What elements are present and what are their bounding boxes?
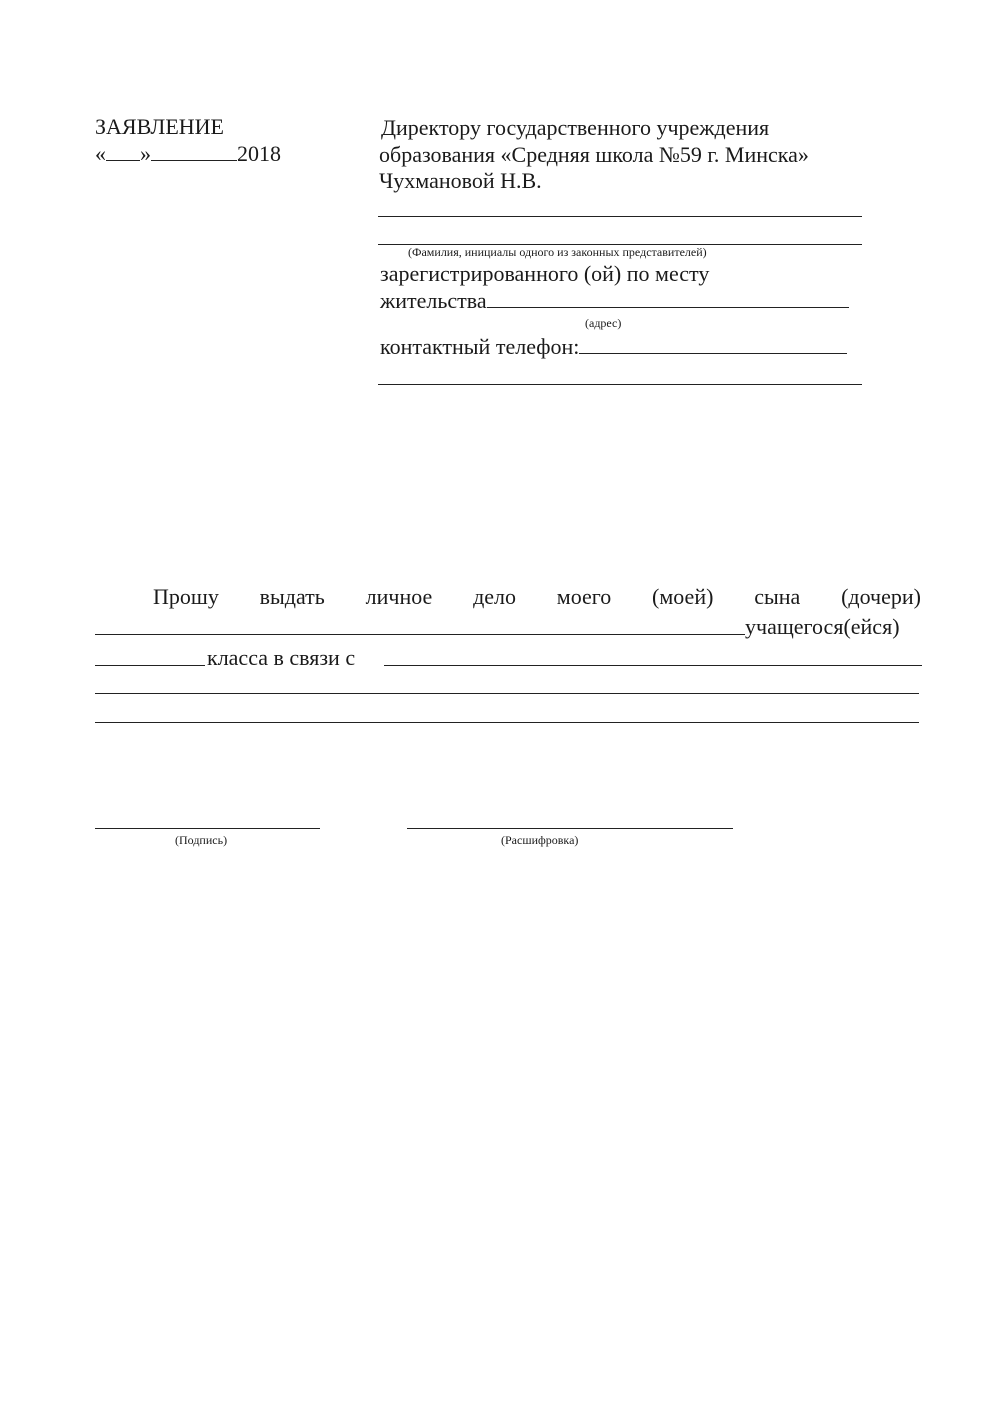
request-word: (моей) [652,584,714,609]
date-month-field[interactable] [151,142,237,161]
student-name-field[interactable] [95,634,745,635]
addressee-line-3: Чухмановой Н.В. [379,168,542,193]
date-quote-close: » [140,141,151,166]
phone-line [380,334,847,360]
reason-field-3[interactable] [95,722,919,723]
student-label: учащегося(ейся) [745,614,900,639]
request-word: Прошу [153,584,219,609]
document-title: ЗАЯВЛЕНИЕ [95,114,224,139]
addressee-line-2: образования «Средняя школа №59 г. Минска» [379,142,809,167]
date-day-field[interactable] [106,142,140,161]
date-year: 2018 [237,141,281,166]
date-line [95,141,281,167]
date-quote-open: « [95,141,106,166]
request-word: выдать [259,584,325,609]
class-field[interactable] [95,665,205,666]
request-word: моего [556,584,612,609]
address-field[interactable] [487,289,849,308]
signature-decode-field[interactable] [407,828,733,829]
request-word: сына [754,584,801,609]
applicant-name-caption: (Фамилия, инициалы одного из законных представителей) [408,245,707,259]
request-line-1 [153,584,921,610]
signature-field[interactable] [95,828,320,829]
addressee-line-1: Директору государственного учреждения [381,115,770,140]
request-word: (дочери) [841,584,921,609]
residence-label: жительства [380,288,487,313]
registered-label: зарегистрированного (ой) по месту [380,261,710,286]
signature-decode-caption: (Расшифровка) [501,833,579,847]
residence-line [380,288,849,314]
reason-field-2[interactable] [95,693,919,694]
phone-label: контактный телефон: [380,334,580,359]
phone-field[interactable] [579,335,847,354]
phone-extra-line[interactable] [378,384,862,385]
signature-caption: (Подпись) [175,833,228,847]
address-caption: (адрес) [585,316,622,330]
class-label: класса в связи с [207,645,356,670]
reason-field-1[interactable] [384,665,922,666]
request-word: дело [473,584,516,609]
request-word: личное [365,584,433,609]
applicant-name-line-1[interactable] [378,216,862,217]
